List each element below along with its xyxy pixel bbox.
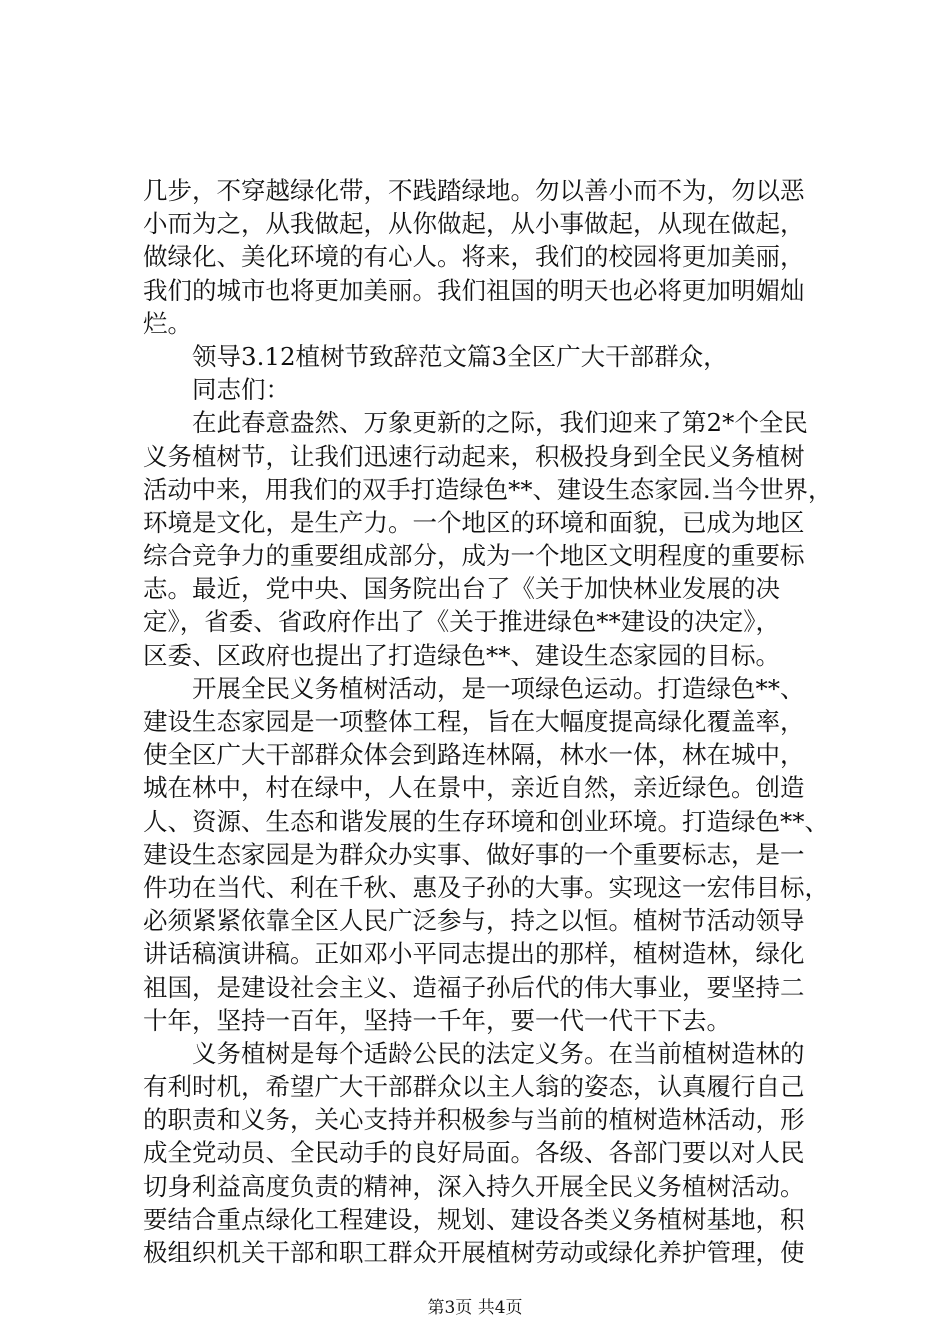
- salutation: 同志们：: [143, 375, 290, 405]
- text-line: 成全党动员、全民动手的良好局面。各级、各部门要以对人民: [143, 1138, 805, 1168]
- body-text: [143, 174, 833, 1269]
- text-line: 在此春意盎然、万象更新的之际，我们迎来了第2*个全民: [143, 408, 808, 438]
- text-line: 的职责和义务，关心支持并积极参与当前的植树造林活动，形: [143, 1105, 805, 1135]
- text-line: 人、资源、生态和谐发展的生存环境和创业环境。打造绿色**、: [143, 806, 829, 836]
- text-line: 建设生态家园是一项整体工程，旨在大幅度提高绿化覆盖率，: [143, 707, 805, 736]
- text-line: 件功在当代、利在千秋、惠及子孙的大事。实现这一宏伟目标，: [143, 872, 829, 902]
- text-line: 志。最近，党中央、国务院出台了《关于加快林业发展的决: [143, 574, 780, 604]
- text-line: 祖国，是建设社会主义、造福子孙后代的伟大事业，要坚持二: [143, 972, 805, 1002]
- text-line: 十年，坚持一百年，坚持一千年，要一代一代干下去。: [143, 1005, 731, 1035]
- text-line: 几步，不穿越绿化带，不践踏绿地。勿以善小而不为，勿以恶: [143, 176, 805, 205]
- text-line: 讲话稿演讲稿。正如邓小平同志提出的那样，植树造林，绿化: [143, 939, 805, 969]
- text-line: 义务植树是每个适龄公民的法定义务。在当前植树造林的: [143, 1038, 805, 1068]
- text-line: 烂。: [143, 308, 192, 338]
- text-line: 区委、区政府也提出了打造绿色**、建设生态家园的目标。: [143, 640, 780, 670]
- text-line: 活动中来，用我们的双手打造绿色**、建设生态家园.当今世界，: [143, 474, 833, 504]
- section-heading: 领导3.12植树节致辞范文篇3全区广大干部群众，: [143, 341, 728, 371]
- page-number: 第3页 共4页: [427, 1298, 523, 1318]
- text-line: 我们的城市也将更加美丽。我们祖国的明天也必将更加明媚灿: [143, 275, 805, 305]
- text-line: 极组织机关干部和职工群众开展植树劳动或绿化养护管理，使: [143, 1238, 805, 1267]
- text-line: 建设生态家园是为群众办实事、做好事的一个重要标志，是一: [143, 839, 805, 869]
- text-line: 开展全民义务植树活动，是一项绿色运动。打造绿色**、: [143, 673, 805, 703]
- text-line: 做绿化、美化环境的有心人。将来，我们的校园将更加美丽，: [143, 242, 805, 272]
- text-line: 切身利益高度负责的精神，深入持久开展全民义务植树活动。: [143, 1171, 805, 1201]
- text-line: 使全区广大干部群众体会到路连林隔，林水一体，林在城中，: [143, 740, 805, 770]
- text-line: 要结合重点绿化工程建设，规划、建设各类义务植树基地，积: [143, 1204, 805, 1234]
- text-line: 义务植树节，让我们迅速行动起来，积极投身到全民义务植树: [143, 441, 805, 471]
- text-line: 必须紧紧依靠全区人民广泛参与，持之以恒。植树节活动领导: [143, 906, 805, 936]
- text-line: 综合竞争力的重要组成部分，成为一个地区文明程度的重要标: [143, 541, 805, 571]
- text-line: 环境是文化，是生产力。一个地区的环境和面貌，已成为地区: [143, 507, 805, 537]
- text-line: 有利时机，希望广大干部群众以主人翁的姿态，认真履行自己: [143, 1072, 805, 1102]
- text-line: 城在林中，村在绿中，人在景中，亲近自然，亲近绿色。创造: [143, 773, 805, 803]
- text-line: 小而为之，从我做起，从你做起，从小事做起，从现在做起，: [143, 209, 805, 239]
- text-line: 定》，省委、省政府作出了《关于推进绿色**建设的决定》，: [143, 607, 780, 637]
- page-footer: [0, 1297, 950, 1319]
